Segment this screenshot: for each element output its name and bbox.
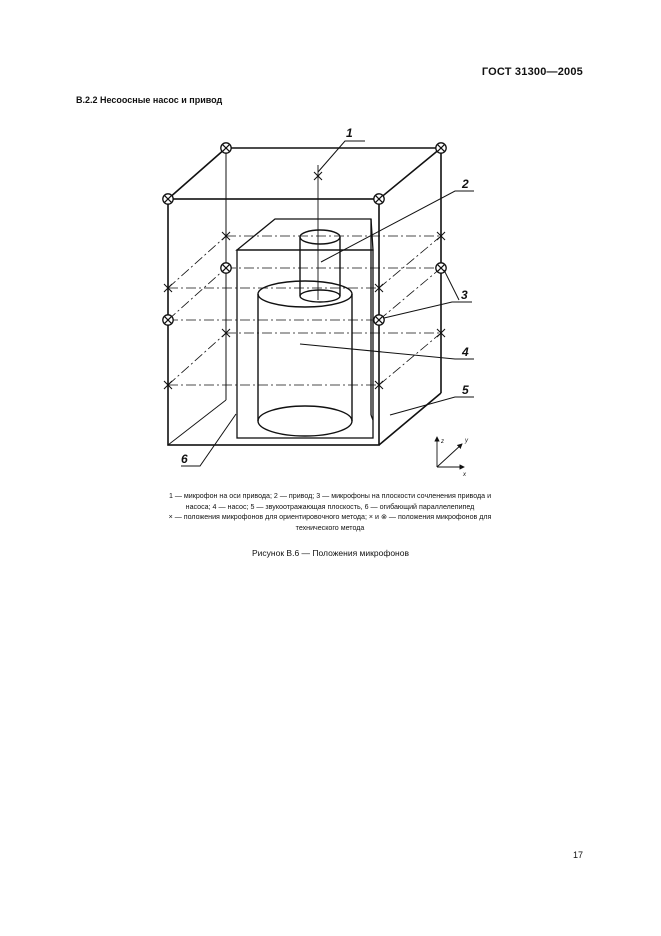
section-title: В.2.2 Несоосные насос и привод (76, 95, 223, 105)
legend-line-1: 1 — микрофон на оси привода; 2 — привод; 3 — микрофоны на плоскости сочленения привода и (168, 492, 492, 500)
page-number: 17 (573, 850, 584, 860)
label-2: 2 (462, 177, 469, 191)
axis-x: x (463, 472, 466, 478)
label-3: 3 (461, 288, 468, 302)
label-5: 5 (462, 383, 469, 397)
figure-legend (100, 491, 560, 533)
pump-cylinder (258, 281, 352, 436)
legend-line-3: × — положения микрофонов для ориентировочного метода; × и ⊗ — положения микрофонов для (168, 513, 492, 522)
label-6: 6 (181, 452, 188, 466)
standard-header: ГОСТ 31300—2005 (481, 66, 583, 78)
measurement-lines (168, 236, 441, 385)
coordinate-axes (437, 437, 469, 478)
axis-z: z (441, 439, 444, 445)
leader-lines (181, 141, 474, 466)
drive-cylinder (300, 230, 340, 302)
label-1: 1 (346, 126, 353, 140)
label-4: 4 (462, 345, 469, 359)
enveloping-parallelepiped (168, 148, 441, 445)
tech-method-markers (163, 143, 446, 325)
legend-line-4: технического метода (295, 523, 365, 532)
legend-line-2: насоса; 4 — насос; 5 — звукоотражающая плоскость, 6 — огибающий параллелепипед (185, 502, 475, 511)
figure-labels (181, 126, 469, 466)
axis-y: y (465, 438, 468, 444)
figure-caption: Рисунок В.6 — Положения микрофонов (252, 548, 409, 558)
